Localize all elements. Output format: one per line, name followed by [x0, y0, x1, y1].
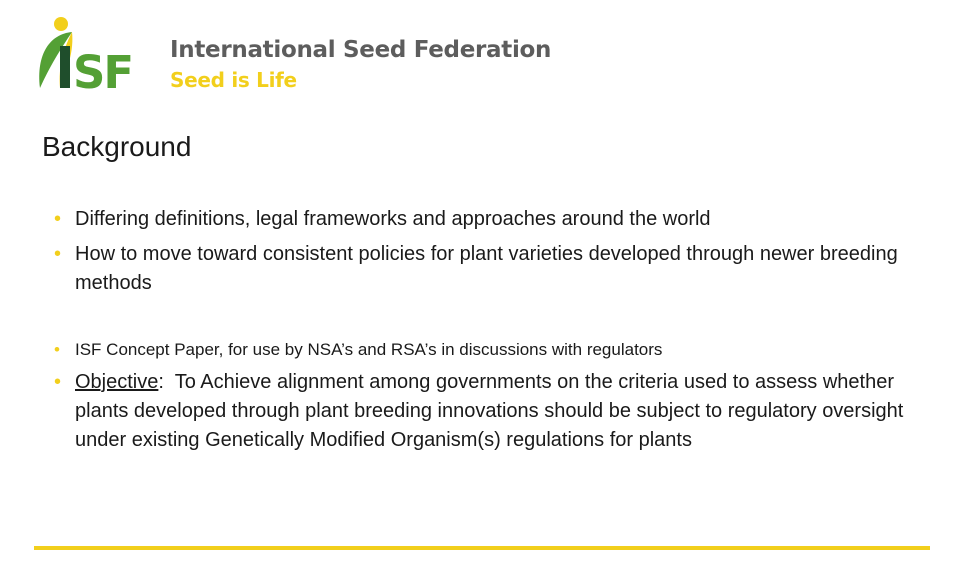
- logo-stem: [60, 46, 70, 88]
- logo-acronym: SF: [73, 46, 133, 96]
- logo-tagline: Seed is Life: [170, 68, 297, 92]
- bullet-list-secondary: [54, 338, 934, 362]
- isf-logo-mark: [32, 16, 164, 96]
- objective-separator: :: [158, 371, 164, 393]
- bullet-icon: •: [54, 340, 60, 359]
- isf-logo: [32, 16, 552, 96]
- bullet-text: ISF Concept Paper, for use by NSA’s and RSA’s in discussions with regulators: [75, 340, 663, 359]
- list-item: [54, 240, 934, 298]
- list-item: [54, 338, 934, 362]
- bullet-icon: •: [54, 243, 62, 265]
- list-item: [54, 368, 934, 455]
- logo-seed-dot: [54, 17, 68, 31]
- footer-divider: [34, 546, 930, 550]
- bullet-list-primary: [54, 205, 934, 298]
- bullet-icon: •: [54, 371, 62, 393]
- list-item: [54, 205, 934, 234]
- bullet-list-objective: [54, 368, 934, 455]
- objective-text: To Achieve alignment among governments on the criteria used to assess whether plants developed through plant breeding innovations should be subject to regulatory oversight under existing Genetically Modified Organism(s) regulations for plants: [75, 371, 909, 451]
- objective-label: Objective: [75, 371, 159, 393]
- logo-organization-name: International Seed Federation: [170, 37, 552, 63]
- bullet-icon: •: [54, 208, 62, 230]
- bullet-text: Differing definitions, legal frameworks and approaches around the world: [75, 208, 711, 230]
- bullet-text: How to move toward consistent policies for plant varieties developed through newer breeding methods: [75, 243, 898, 294]
- page-title: Background: [42, 131, 192, 162]
